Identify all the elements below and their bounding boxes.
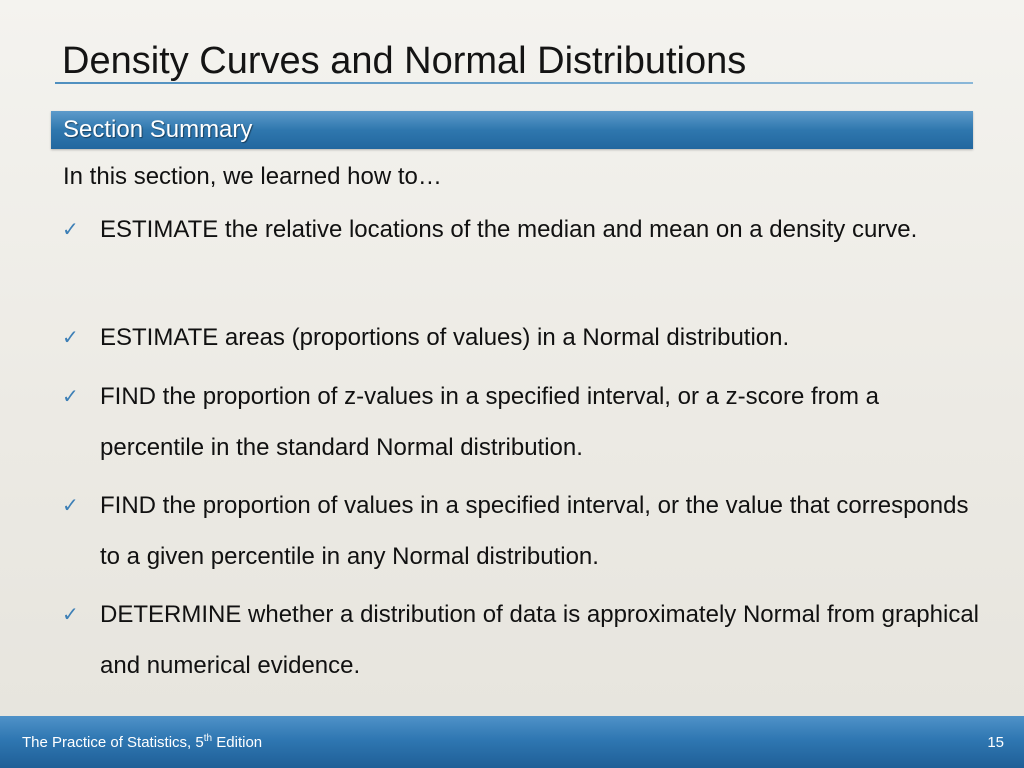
bullet-text: FIND the proportion of z-values in a specified interval, or a z-score from a percentile in the standard Normal distribution.: [100, 383, 879, 461]
bullet-text: FIND the proportion of values in a specified interval, or the value that corresponds to a given percentile in any Normal distribution.: [100, 492, 969, 570]
bullet-text: ESTIMATE areas (proportions of values) in a Normal distribution.: [100, 324, 790, 351]
footer-edition-word: Edition: [212, 734, 263, 751]
check-icon: ✓: [62, 217, 79, 241]
page-number: 15: [987, 734, 1004, 751]
check-icon: ✓: [62, 384, 79, 408]
footer-bar: [0, 716, 1024, 768]
check-icon: ✓: [62, 325, 79, 349]
footer-book-name: The Practice of Statistics, 5: [22, 734, 204, 751]
footer-edition-suffix: th: [203, 733, 213, 744]
slide-title: Density Curves and Normal Distributions: [62, 40, 747, 82]
bullet-text: ESTIMATE the relative locations of the median and mean on a density curve.: [100, 216, 918, 243]
footer-book-title: [22, 734, 262, 752]
title-rule: [55, 82, 973, 84]
intro-text: In this section, we learned how to…: [63, 163, 442, 190]
check-icon: ✓: [62, 602, 79, 626]
check-icon: ✓: [62, 493, 79, 517]
bullet-text: DETERMINE whether a distribution of data is approximately Normal from graphical and numerical evidence.: [100, 601, 980, 679]
section-header-bar: [51, 111, 973, 149]
section-header-label: Section Summary: [63, 116, 253, 143]
